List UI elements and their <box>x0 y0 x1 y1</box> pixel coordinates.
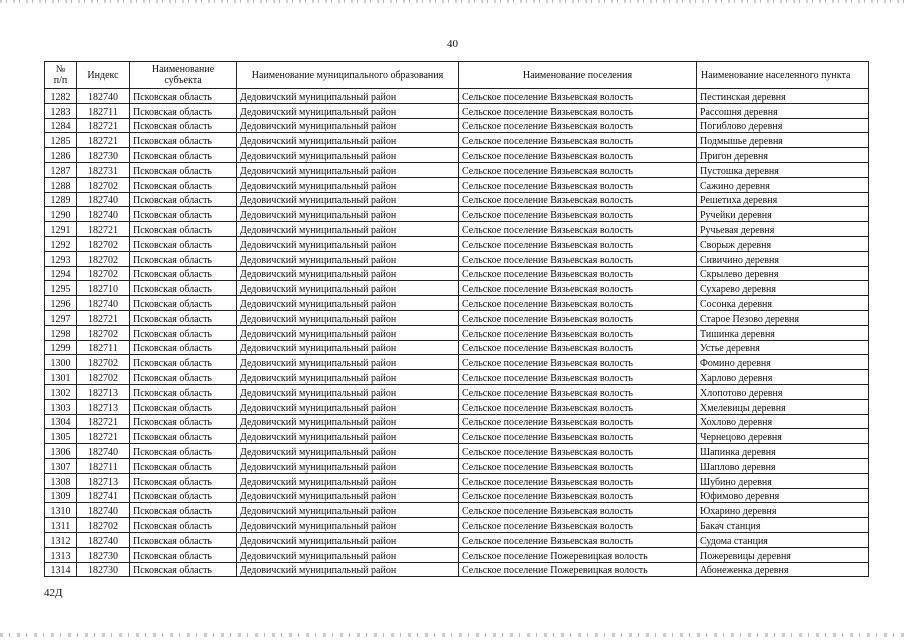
cell-index: 182740 <box>77 296 130 311</box>
cell-num: 1304 <box>45 414 77 429</box>
cell-index: 182721 <box>77 118 130 133</box>
cell-subject: Псковская область <box>130 266 237 281</box>
table-row <box>45 177 869 192</box>
cell-num: 1303 <box>45 399 77 414</box>
cell-index: 182702 <box>77 355 130 370</box>
cell-num: 1289 <box>45 192 77 207</box>
cell-subject: Псковская область <box>130 355 237 370</box>
cell-num: 1287 <box>45 162 77 177</box>
cell-index: 182740 <box>77 207 130 222</box>
table-header <box>45 62 869 89</box>
header-num-line1: № <box>55 64 66 75</box>
cell-municipality: Дедовичский муниципальный район <box>237 370 459 385</box>
cell-municipality: Дедовичский муниципальный район <box>237 207 459 222</box>
cell-locality: Сажино деревня <box>697 177 869 192</box>
footer-code: 42Д <box>44 587 63 599</box>
cell-settlement: Сельское поселение Вязьевская волость <box>459 310 697 325</box>
cell-settlement: Сельское поселение Вязьевская волость <box>459 103 697 118</box>
cell-subject: Псковская область <box>130 236 237 251</box>
cell-settlement: Сельское поселение Вязьевская волость <box>459 429 697 444</box>
cell-settlement: Сельское поселение Вязьевская волость <box>459 148 697 163</box>
cell-settlement: Сельское поселение Вязьевская волость <box>459 266 697 281</box>
cell-index: 182721 <box>77 414 130 429</box>
cell-municipality: Дедовичский муниципальный район <box>237 562 459 577</box>
cell-subject: Псковская область <box>130 444 237 459</box>
cell-settlement: Сельское поселение Вязьевская волость <box>459 162 697 177</box>
cell-locality: Бакач станция <box>697 518 869 533</box>
cell-locality: Сосонка деревня <box>697 296 869 311</box>
cell-municipality: Дедовичский муниципальный район <box>237 414 459 429</box>
table-row <box>45 251 869 266</box>
cell-subject: Псковская область <box>130 429 237 444</box>
cell-municipality: Дедовичский муниципальный район <box>237 222 459 237</box>
cell-municipality: Дедовичский муниципальный район <box>237 266 459 281</box>
table-row <box>45 444 869 459</box>
cell-municipality: Дедовичский муниципальный район <box>237 251 459 266</box>
table-row <box>45 222 869 237</box>
cell-locality: Рассошня деревня <box>697 103 869 118</box>
cell-num: 1299 <box>45 340 77 355</box>
cell-locality: Хохлово деревня <box>697 414 869 429</box>
cell-municipality: Дедовичский муниципальный район <box>237 340 459 355</box>
cell-municipality: Дедовичский муниципальный район <box>237 518 459 533</box>
table-row <box>45 547 869 562</box>
cell-subject: Псковская область <box>130 192 237 207</box>
header-subject-line2: субъекта <box>164 75 202 86</box>
cell-subject: Псковская область <box>130 384 237 399</box>
table-row <box>45 236 869 251</box>
cell-municipality: Дедовичский муниципальный район <box>237 429 459 444</box>
cell-municipality: Дедовичский муниципальный район <box>237 177 459 192</box>
cell-num: 1310 <box>45 503 77 518</box>
table-row <box>45 340 869 355</box>
cell-settlement: Сельское поселение Вязьевская волость <box>459 473 697 488</box>
cell-num: 1284 <box>45 118 77 133</box>
table-row <box>45 414 869 429</box>
cell-municipality: Дедовичский муниципальный район <box>237 458 459 473</box>
table-row <box>45 310 869 325</box>
cell-subject: Псковская область <box>130 458 237 473</box>
cell-subject: Псковская область <box>130 340 237 355</box>
cell-index: 182713 <box>77 399 130 414</box>
table-row <box>45 355 869 370</box>
cell-locality: Устье деревня <box>697 340 869 355</box>
cell-municipality: Дедовичский муниципальный район <box>237 281 459 296</box>
cell-subject: Псковская область <box>130 162 237 177</box>
cell-locality: Пустошка деревня <box>697 162 869 177</box>
cell-num: 1288 <box>45 177 77 192</box>
cell-num: 1297 <box>45 310 77 325</box>
cell-settlement: Сельское поселение Вязьевская волость <box>459 177 697 192</box>
cell-locality: Пожеревицы деревня <box>697 547 869 562</box>
cell-locality: Харлово деревня <box>697 370 869 385</box>
cell-locality: Юфимово деревня <box>697 488 869 503</box>
cell-num: 1313 <box>45 547 77 562</box>
cell-municipality: Дедовичский муниципальный район <box>237 162 459 177</box>
cell-subject: Псковская область <box>130 148 237 163</box>
cell-subject: Псковская область <box>130 488 237 503</box>
cell-settlement: Сельское поселение Вязьевская волость <box>459 503 697 518</box>
table-row <box>45 266 869 281</box>
cell-municipality: Дедовичский муниципальный район <box>237 488 459 503</box>
cell-settlement: Сельское поселение Вязьевская волость <box>459 458 697 473</box>
cell-locality: Чернецово деревня <box>697 429 869 444</box>
table-row <box>45 118 869 133</box>
cell-num: 1285 <box>45 133 77 148</box>
cell-locality: Сворыж деревня <box>697 236 869 251</box>
header-num-line2: п/п <box>53 75 68 86</box>
cell-locality: Ручейки деревня <box>697 207 869 222</box>
cell-subject: Псковская область <box>130 118 237 133</box>
cell-municipality: Дедовичский муниципальный район <box>237 399 459 414</box>
scan-edge-top <box>0 0 905 3</box>
cell-municipality: Дедовичский муниципальный район <box>237 236 459 251</box>
table-row <box>45 473 869 488</box>
cell-locality: Тишинка деревня <box>697 325 869 340</box>
cell-municipality: Дедовичский муниципальный район <box>237 355 459 370</box>
page-number: 40 <box>447 38 458 50</box>
cell-locality: Судома станция <box>697 532 869 547</box>
table-row <box>45 162 869 177</box>
cell-index: 182741 <box>77 488 130 503</box>
cell-index: 182740 <box>77 503 130 518</box>
cell-municipality: Дедовичский муниципальный район <box>237 118 459 133</box>
header-row <box>45 62 869 89</box>
table-row <box>45 429 869 444</box>
cell-locality: Пригон деревня <box>697 148 869 163</box>
table-row <box>45 133 869 148</box>
cell-num: 1314 <box>45 562 77 577</box>
cell-municipality: Дедовичский муниципальный район <box>237 532 459 547</box>
cell-subject: Псковская область <box>130 310 237 325</box>
cell-settlement: Сельское поселение Вязьевская волость <box>459 133 697 148</box>
cell-locality: Хмелевицы деревня <box>697 399 869 414</box>
cell-index: 182711 <box>77 103 130 118</box>
cell-settlement: Сельское поселение Вязьевская волость <box>459 251 697 266</box>
cell-index: 182721 <box>77 429 130 444</box>
cell-settlement: Сельское поселение Вязьевская волость <box>459 89 697 104</box>
cell-municipality: Дедовичский муниципальный район <box>237 148 459 163</box>
cell-subject: Псковская область <box>130 251 237 266</box>
header-municipality: Наименование муниципального образования <box>237 62 459 89</box>
cell-num: 1298 <box>45 325 77 340</box>
cell-num: 1308 <box>45 473 77 488</box>
cell-index: 182721 <box>77 222 130 237</box>
cell-settlement: Сельское поселение Вязьевская волость <box>459 355 697 370</box>
cell-index: 182702 <box>77 236 130 251</box>
cell-settlement: Сельское поселение Вязьевская волость <box>459 488 697 503</box>
cell-locality: Шубино деревня <box>697 473 869 488</box>
header-locality: Наименование населенного пункта <box>697 62 869 89</box>
cell-locality: Скрылево деревня <box>697 266 869 281</box>
cell-settlement: Сельское поселение Вязьевская волость <box>459 414 697 429</box>
cell-municipality: Дедовичский муниципальный район <box>237 503 459 518</box>
table-row <box>45 562 869 577</box>
cell-settlement: Сельское поселение Вязьевская волость <box>459 118 697 133</box>
cell-subject: Псковская область <box>130 177 237 192</box>
cell-num: 1283 <box>45 103 77 118</box>
table-row <box>45 281 869 296</box>
cell-settlement: Сельское поселение Вязьевская волость <box>459 207 697 222</box>
cell-num: 1292 <box>45 236 77 251</box>
cell-index: 182702 <box>77 518 130 533</box>
cell-settlement: Сельское поселение Пожеревицкая волость <box>459 547 697 562</box>
cell-locality: Абонеженка деревня <box>697 562 869 577</box>
cell-num: 1300 <box>45 355 77 370</box>
table-row <box>45 384 869 399</box>
cell-num: 1307 <box>45 458 77 473</box>
cell-subject: Псковская область <box>130 503 237 518</box>
cell-subject: Псковская область <box>130 399 237 414</box>
cell-num: 1305 <box>45 429 77 444</box>
table-row <box>45 89 869 104</box>
cell-subject: Псковская область <box>130 370 237 385</box>
cell-settlement: Сельское поселение Вязьевская волость <box>459 370 697 385</box>
cell-locality: Решетиха деревня <box>697 192 869 207</box>
cell-subject: Псковская область <box>130 89 237 104</box>
cell-num: 1294 <box>45 266 77 281</box>
cell-settlement: Сельское поселение Вязьевская волость <box>459 399 697 414</box>
cell-num: 1301 <box>45 370 77 385</box>
cell-index: 182711 <box>77 458 130 473</box>
table-row <box>45 370 869 385</box>
cell-index: 182702 <box>77 370 130 385</box>
cell-index: 182710 <box>77 281 130 296</box>
cell-index: 182730 <box>77 547 130 562</box>
cell-settlement: Сельское поселение Вязьевская волость <box>459 340 697 355</box>
cell-subject: Псковская область <box>130 133 237 148</box>
cell-subject: Псковская область <box>130 532 237 547</box>
cell-subject: Псковская область <box>130 325 237 340</box>
cell-index: 182740 <box>77 532 130 547</box>
table-row <box>45 532 869 547</box>
cell-municipality: Дедовичский муниципальный район <box>237 89 459 104</box>
table-row <box>45 296 869 311</box>
cell-municipality: Дедовичский муниципальный район <box>237 310 459 325</box>
cell-index: 182702 <box>77 266 130 281</box>
table-row <box>45 458 869 473</box>
table-row <box>45 399 869 414</box>
cell-index: 182740 <box>77 89 130 104</box>
cell-settlement: Сельское поселение Пожеревицкая волость <box>459 562 697 577</box>
cell-subject: Псковская область <box>130 562 237 577</box>
cell-municipality: Дедовичский муниципальный район <box>237 296 459 311</box>
cell-index: 182721 <box>77 133 130 148</box>
cell-subject: Псковская область <box>130 207 237 222</box>
cell-settlement: Сельское поселение Вязьевская волость <box>459 296 697 311</box>
cell-index: 182730 <box>77 148 130 163</box>
table-body <box>45 89 869 577</box>
cell-locality: Подмышье деревня <box>697 133 869 148</box>
table-row <box>45 488 869 503</box>
cell-index: 182740 <box>77 444 130 459</box>
cell-num: 1293 <box>45 251 77 266</box>
cell-num: 1312 <box>45 532 77 547</box>
header-index: Индекс <box>77 62 130 89</box>
cell-subject: Псковская область <box>130 222 237 237</box>
cell-locality: Ручьевая деревня <box>697 222 869 237</box>
cell-num: 1295 <box>45 281 77 296</box>
cell-index: 182702 <box>77 177 130 192</box>
table-row <box>45 207 869 222</box>
header-num <box>45 62 77 89</box>
cell-settlement: Сельское поселение Вязьевская волость <box>459 325 697 340</box>
cell-num: 1291 <box>45 222 77 237</box>
cell-index: 182731 <box>77 162 130 177</box>
cell-num: 1309 <box>45 488 77 503</box>
cell-municipality: Дедовичский муниципальный район <box>237 473 459 488</box>
cell-locality: Шапинка деревня <box>697 444 869 459</box>
header-subject-line1: Наименование <box>151 64 215 75</box>
cell-num: 1302 <box>45 384 77 399</box>
cell-num: 1296 <box>45 296 77 311</box>
cell-subject: Псковская область <box>130 281 237 296</box>
cell-settlement: Сельское поселение Вязьевская волость <box>459 518 697 533</box>
cell-index: 182740 <box>77 192 130 207</box>
cell-settlement: Сельское поселение Вязьевская волость <box>459 444 697 459</box>
cell-municipality: Дедовичский муниципальный район <box>237 325 459 340</box>
cell-subject: Псковская область <box>130 547 237 562</box>
cell-index: 182702 <box>77 251 130 266</box>
cell-municipality: Дедовичский муниципальный район <box>237 384 459 399</box>
cell-index: 182713 <box>77 473 130 488</box>
cell-settlement: Сельское поселение Вязьевская волость <box>459 384 697 399</box>
cell-settlement: Сельское поселение Вязьевская волость <box>459 532 697 547</box>
cell-locality: Сивичино деревня <box>697 251 869 266</box>
cell-subject: Псковская область <box>130 473 237 488</box>
cell-settlement: Сельское поселение Вязьевская волость <box>459 192 697 207</box>
cell-municipality: Дедовичский муниципальный район <box>237 192 459 207</box>
header-subject <box>130 62 237 89</box>
cell-municipality: Дедовичский муниципальный район <box>237 547 459 562</box>
cell-subject: Псковская область <box>130 103 237 118</box>
table-row <box>45 103 869 118</box>
cell-num: 1286 <box>45 148 77 163</box>
table-row <box>45 518 869 533</box>
cell-locality: Шаплово деревня <box>697 458 869 473</box>
table-row <box>45 148 869 163</box>
header-settlement: Наименование поселения <box>459 62 697 89</box>
cell-locality: Пестинская деревня <box>697 89 869 104</box>
cell-num: 1306 <box>45 444 77 459</box>
table-row <box>45 325 869 340</box>
cell-index: 182702 <box>77 325 130 340</box>
cell-subject: Псковская область <box>130 518 237 533</box>
cell-num: 1282 <box>45 89 77 104</box>
cell-settlement: Сельское поселение Вязьевская волость <box>459 222 697 237</box>
cell-locality: Хлопотово деревня <box>697 384 869 399</box>
cell-municipality: Дедовичский муниципальный район <box>237 444 459 459</box>
cell-subject: Псковская область <box>130 296 237 311</box>
cell-locality: Старое Пезово деревня <box>697 310 869 325</box>
cell-locality: Фомино деревня <box>697 355 869 370</box>
cell-settlement: Сельское поселение Вязьевская волость <box>459 236 697 251</box>
cell-locality: Погиблово деревня <box>697 118 869 133</box>
scan-edge-bottom <box>0 633 905 637</box>
cell-municipality: Дедовичский муниципальный район <box>237 133 459 148</box>
cell-index: 182721 <box>77 310 130 325</box>
cell-index: 182713 <box>77 384 130 399</box>
cell-settlement: Сельское поселение Вязьевская волость <box>459 281 697 296</box>
cell-municipality: Дедовичский муниципальный район <box>237 103 459 118</box>
cell-index: 182711 <box>77 340 130 355</box>
cell-num: 1290 <box>45 207 77 222</box>
localities-table <box>44 61 869 577</box>
cell-subject: Псковская область <box>130 414 237 429</box>
table-row <box>45 192 869 207</box>
table-row <box>45 503 869 518</box>
cell-num: 1311 <box>45 518 77 533</box>
cell-locality: Юхарино деревня <box>697 503 869 518</box>
cell-locality: Сухарево деревня <box>697 281 869 296</box>
cell-index: 182730 <box>77 562 130 577</box>
